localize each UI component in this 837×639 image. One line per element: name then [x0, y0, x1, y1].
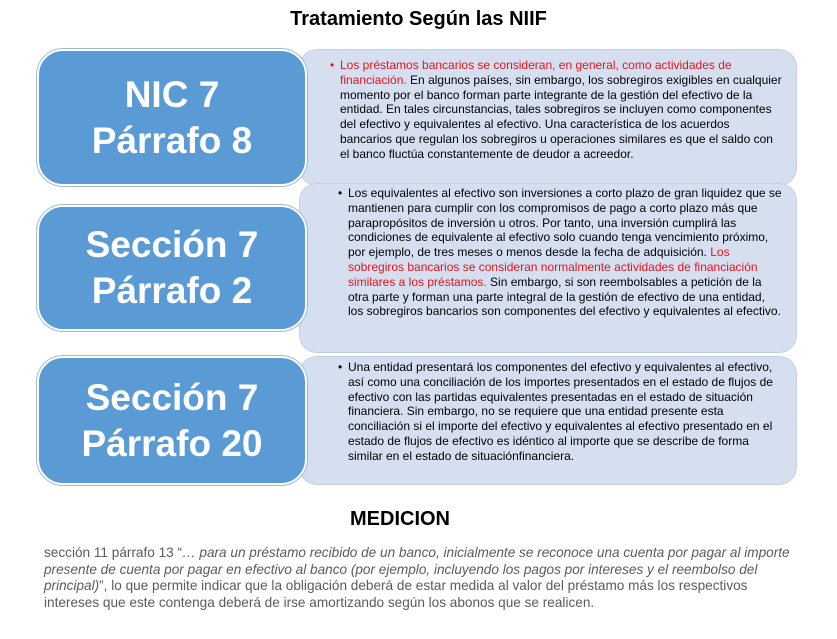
block-label: [37, 205, 307, 331]
block-label: [37, 49, 307, 186]
bullet-item: [330, 58, 782, 162]
bullet-icon: •: [338, 186, 343, 200]
block-label: [37, 356, 307, 485]
body-text-end: Sin embargo, si son reembolsables a petición de la otra parte y forman una parte integral de la gestión de efectivo de una entidad, los sobregiros bancarios son componentes del efectivo y equivalentes al efectivo.: [348, 274, 781, 319]
label-line-2: Párrafo 20: [81, 422, 263, 464]
label-line-2: Párrafo 2: [91, 270, 253, 311]
medicion-text-end: ”, lo que permite indicar que la obligación deberá de estar medida al valor del préstamo más los respectivos intereses que este contenga deberá de irse amortizando según los abonos que se realicen.: [44, 578, 748, 610]
label-line-1: Sección 7: [85, 376, 259, 418]
body-text: En algunos países, sin embargo, los sobregiros exigibles en cualquier momento por el banco forman parte integrante de la gestión del efectivo de la entidad. En tales circunstancias, tales sobregiros se incluyen como componentes del efectivo y equivalentes al efectivo. Una característica de los acuerdos bancarios que regulan los sobregiros u operaciones similares es que el saldo con el banco fluctúa constantemente de deudor a acreedor.: [340, 72, 782, 161]
block-text-box: [299, 183, 797, 353]
body-text: Los equivalentes al efectivo son inversiones a corto plazo de gran liquidez que se mantienen para cumplir con los compromisos de pago a corto plazo más que parapropósitos de inversión u otros. Por tanto, una inversión cumplirá las condiciones de equivalente al efectivo solo cuando tenga vencimiento próximo, por ejemplo, de tres meses o menos desde la fecha de adquisición.: [348, 186, 782, 260]
block-text-box: [299, 356, 797, 485]
label-line-1: Sección 7: [85, 224, 259, 265]
page-title: Tratamiento Según las NIIF: [290, 8, 547, 30]
highlighted-text: Los sobregiros bancarios se consideran normalmente actividades de financiación similares a los préstamos.: [348, 245, 758, 289]
body-text: Una entidad presentará los componentes del efectivo y equivalentes al efectivo, así como una conciliación de los importes presentados en el estado de flujos de efectivo con las partidas equivalentes presentadas en el estado de situación financiera. Sin embargo, no se requiere que una entidad presente esta conciliación si el importe del efectivo y equivalentes al efectivo presentado en el estado de flujos de efectivo es idéntico al importe que se describe de forma similar en el estado de situaciónfinanciera.: [348, 360, 773, 463]
bullet-icon: •: [338, 360, 343, 374]
block-nic7-parrafo8: [37, 49, 797, 186]
block-seccion7-parrafo20: [37, 356, 797, 485]
block-seccion7-parrafo2: [37, 183, 797, 353]
medicion-text-start: sección 11 párrafo 13 “: [44, 545, 183, 560]
bullet-item: [338, 360, 782, 464]
label-line-2: Párrafo 8: [91, 119, 253, 161]
block-text-box: [299, 49, 797, 186]
bullet-item: [338, 186, 782, 319]
bullet-icon: •: [330, 58, 335, 72]
highlighted-text: Los préstamos bancarios se consideran, en general, como actividades de financiación.: [340, 58, 732, 87]
medicion-quote: … para un préstamo recibido de un banco, inicialmente se reconoce una cuenta por pagar al importe presente de cuenta por pagar en efectivo al banco (por ejemplo, incluyendo los pagos por intereses y el reembolso del principal): [44, 545, 790, 594]
medicion-paragraph: [44, 545, 804, 611]
section-heading-medicion: MEDICION: [350, 508, 450, 530]
label-line-1: NIC 7: [124, 73, 220, 115]
